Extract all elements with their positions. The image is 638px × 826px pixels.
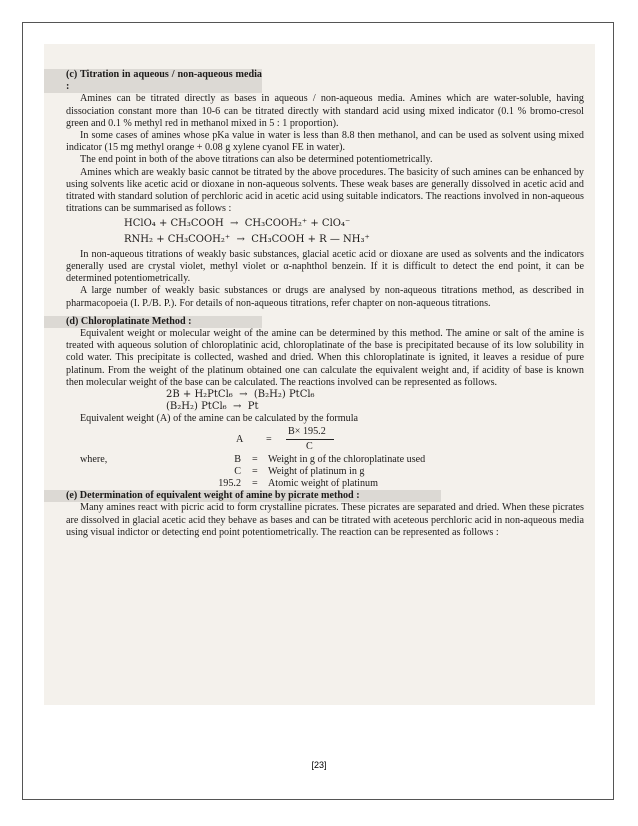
legend-equals: =: [252, 465, 258, 477]
section-e-paragraph-1: Many amines react with picric acid to form crystalline picrates. These picrates are separated and dried. When these picrates are dissolved in glacial acetic acid they behave as bases and can be titrated with aceteous perchloric acid in non-aqueous media using visual indictor or detecting end point potentiometrically. The reaction can be represented as follows :: [66, 502, 584, 538]
equation-amine-protonation: RNH₂ + CH₃COOH₂⁺ → CH₃COOH + R — NH₃⁺: [124, 233, 370, 245]
section-e-heading-bar: [44, 490, 441, 502]
equation-chloroplatinate-formation: 2B + H₂PtCl₆ → (B₂H₂) PtCl₆: [166, 389, 315, 401]
legend-symbol: C: [234, 465, 241, 477]
legend-row: [66, 478, 584, 490]
formula-denominator: C: [306, 440, 313, 452]
legend-equals: =: [252, 453, 258, 465]
legend-text: Weight of platinum in g: [268, 465, 365, 477]
section-d-heading-bar: [44, 316, 262, 328]
page-content: [66, 69, 584, 539]
section-c-paragraph-2: In some cases of amines whose pKa value in water is less than 8.8 then methanol, and can be used as solvent using mixed indicator (15 mg methyl orange + 0.08 g xylene cyanol FE in water).: [66, 130, 584, 154]
legend-equals: =: [252, 478, 258, 490]
section-c-paragraph-3: The end point in both of the above titrations can also be determined potentiometrically.: [80, 154, 433, 166]
section-e-heading: (e) Determination of equivalent weight of amine by picrate method :: [66, 490, 360, 502]
section-c-paragraph-5: In non-aqueous titrations of weakly basic substances, glacial acetic acid or dioxane are used as solvents and the indicators generally used are crystal violet, methyl violet or α-naphthol benzein. If it is difficult to detect the end point, it can be determined potentiometrically.: [66, 248, 584, 285]
where-label: where,: [80, 453, 108, 465]
legend-row: [66, 466, 584, 478]
section-c-heading-bar: [44, 69, 262, 93]
section-d-paragraph-1: Equivalent weight or molecular weight of the amine can be determined by this method. The amine or salt of the amine is treated with aqueous solution of chloroplatinic acid, chloroplatinate of the base is precipitated because of its low solubility in cold water. This precipitate is collected, washed and dried. When this chloroplatinate is ignited, it leaves a residue of pure platinum. From the weight of the platinum obtained one can calculate the equivalent weight and, if acidity of base is known then molecular weight of the base can be calculated. The reactions involved can be represented as follows.: [66, 328, 584, 388]
legend-text: Weight in g of the chloroplatinate used: [268, 453, 426, 465]
section-c-paragraph-6: A large number of weakly basic substances or drugs are analysed by non-aqueous titrations method, as described in pharmacopoeia (I. P./B. P.). For details of non-aqueous titrations, refer chapter on non-aqueous titrations.: [66, 285, 584, 309]
section-d-heading: (d) Chloroplatinate Method :: [66, 315, 192, 327]
legend-text: Atomic weight of platinum: [268, 478, 378, 490]
page-number: [23]: [311, 760, 327, 770]
fraction-bar: [286, 439, 334, 440]
section-c-heading: (c) Titration in aqueous / non-aqueous media :: [66, 69, 262, 93]
section-c-paragraph-4: Amines which are weakly basic cannot be titrated by the above procedures. The basicity of such amines can be enhanced by using solvents like acetic acid or dioxane in non-aqueous solvents. These weak bases are generally dissolved in acetic acid and titrated with standard solution of perchloric acid in acetic acid using suitable indicators. The reactions involved in non-aqueous titrations can be summarised as follows :: [66, 166, 584, 215]
section-c-paragraph-1: Amines can be titrated directly as bases in aqueous / non-aqueous media. Amines which are water-soluble, having dissociation constant more than 10-6 can be titrated directly with standard acid using mixed indicator (0.1 % bromo-cresol green and 0.1 % methyl red in methanol mixed in 5 : 1 proportion).: [66, 93, 584, 129]
formula-numerator: B× 195.2: [288, 425, 326, 437]
equation-perchloric-acid: HClO₄ + CH₃COOH → CH₃COOH₂⁺ + ClO₄⁻: [124, 218, 351, 230]
formula-lhs: A: [236, 433, 244, 445]
legend-symbol: 195.2: [218, 478, 241, 490]
scanned-page-image: [44, 44, 595, 705]
formula-equals: =: [266, 433, 272, 445]
legend-row: [66, 454, 584, 466]
equation-ignition: (B₂H₂) PtCl₆ → Pt: [166, 401, 259, 413]
section-d-paragraph-2: Equivalent weight (A) of the amine can be calculated by the formula: [80, 413, 359, 425]
equivalent-weight-formula: [66, 426, 584, 454]
legend-symbol: B: [234, 453, 241, 465]
